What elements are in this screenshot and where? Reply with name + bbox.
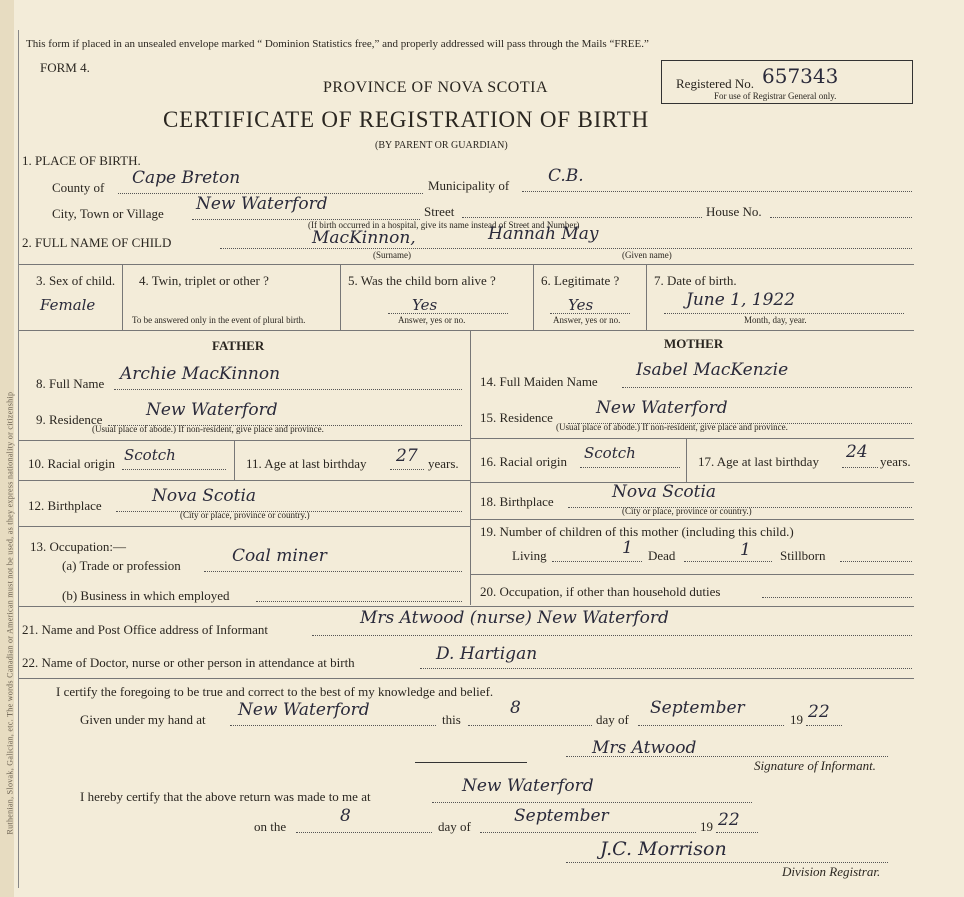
certify-text: I certify the foregoing to be true and correct to the best of my knowledge and belief. [56, 684, 494, 699]
father-age-value: 27 [396, 446, 418, 466]
legitimate-value: Yes [568, 296, 594, 314]
mother-racial-label: 16. Racial origin [480, 454, 568, 469]
sex-value: Female [40, 296, 96, 314]
margin-note: Ruthenian, Slovak, Galician, etc. The words Canadian or American must not be used, as they express nationality or citizenship [5, 391, 15, 835]
alive-label: 5. Was the child born alive ? [348, 273, 496, 288]
father-name-value: Archie MacKinnon [120, 364, 281, 384]
given-label: Given under my hand at [80, 712, 206, 727]
living-value: 1 [622, 538, 633, 558]
mother-name-label: 14. Full Maiden Name [480, 374, 598, 389]
registrar-day: 8 [340, 806, 351, 826]
given-place: New Waterford [238, 700, 370, 720]
alive-value: Yes [412, 296, 438, 314]
father-residence-value: New Waterford [146, 400, 278, 420]
dob-label: 7. Date of birth. [654, 273, 737, 288]
registered-label: Registered No. [676, 76, 754, 91]
father-residence-note: (Usual place of abode.) If non-resident, give place and province. [92, 424, 324, 434]
father-residence-label: 9. Residence [36, 412, 103, 427]
child-name-label: 2. FULL NAME OF CHILD [22, 235, 172, 250]
informant-signature-caption: Signature of Informant. [754, 758, 876, 773]
father-age-label: 11. Age at last birthday [246, 456, 367, 471]
county-value: Cape Breton [132, 168, 241, 188]
hospital-note: (If birth occurred in a hospital, give its name instead of Street and Number) [308, 220, 580, 230]
father-birthplace-note: (City or place, province or country.) [180, 510, 310, 520]
given-caption: (Given name) [622, 250, 672, 260]
informant-value: Mrs Atwood (nurse) New Waterford [360, 608, 669, 628]
father-birthplace-label: 12. Birthplace [28, 498, 102, 513]
sex-label: 3. Sex of child. [36, 273, 116, 288]
street-label: Street [424, 204, 455, 219]
informant-label: 21. Name and Post Office address of Informant [22, 622, 268, 637]
mail-notice: This form if placed in an unsealed envelope marked “ Dominion Statistics free,” and properly addressed will pass through the Mails “FREE.” [26, 38, 649, 50]
city-label: City, Town or Village [52, 206, 164, 221]
father-trade-value: Coal miner [232, 546, 327, 566]
alive-caption: Answer, yes or no. [398, 315, 466, 325]
on-the-label: on the [254, 819, 287, 834]
father-birthplace-value: Nova Scotia [152, 486, 257, 506]
surname-caption: (Surname) [373, 250, 411, 260]
father-racial-value: Scotch [124, 446, 176, 464]
place-heading: 1. PLACE OF BIRTH. [22, 153, 141, 168]
mother-age-label: 17. Age at last birthday [698, 454, 819, 469]
given-day: 8 [510, 698, 521, 718]
form-border [18, 30, 915, 888]
father-heading: FATHER [212, 338, 265, 353]
legitimate-caption: Answer, yes or no. [553, 315, 621, 325]
mother-birthplace-note: (City or place, province or country.) [622, 506, 752, 516]
mother-occupation-label: 20. Occupation, if other than household duties [480, 584, 721, 599]
mother-children-label: 19. Number of children of this mother (including this child.) [480, 524, 794, 539]
father-trade-label: (a) Trade or profession [62, 558, 181, 573]
dead-value: 1 [740, 540, 751, 560]
registrar-year: 22 [718, 810, 740, 830]
registrar-place: New Waterford [462, 776, 594, 796]
given-day-of: day of [596, 712, 629, 727]
informant-signature: Mrs Atwood [592, 738, 697, 758]
doctor-value: D. Hartigan [436, 644, 538, 664]
page-title: CERTIFICATE OF REGISTRATION OF BIRTH [163, 107, 650, 132]
left-binding-margin [0, 0, 14, 897]
father-business-label: (b) Business in which employed [62, 588, 230, 603]
child-given-name: Hannah May [488, 224, 599, 244]
registrar-caption: Division Registrar. [782, 864, 881, 879]
dob-value: June 1, 1922 [686, 290, 796, 310]
twin-note: To be answered only in the event of plural birth. [132, 315, 306, 325]
mother-birthplace-label: 18. Birthplace [480, 494, 554, 509]
dead-label: Dead [648, 548, 676, 563]
this-label: this [442, 712, 461, 727]
registrar-note: For use of Registrar General only. [714, 91, 837, 101]
registrar-signature: J.C. Morrison [600, 838, 727, 860]
mother-racial-value: Scotch [584, 444, 636, 462]
given-year: 22 [808, 702, 830, 722]
registrar-day-of: day of [438, 819, 471, 834]
child-surname: MacKinnon, [312, 228, 416, 248]
municipality-value: C.B. [548, 166, 584, 186]
county-label: County of [52, 180, 105, 195]
municipality-label: Municipality of [428, 178, 510, 193]
province-heading: PROVINCE OF NOVA SCOTIA [323, 79, 549, 96]
city-value: New Waterford [196, 194, 328, 214]
registrar-month: September [514, 806, 609, 826]
legitimate-label: 6. Legitimate ? [541, 273, 620, 288]
doctor-label: 22. Name of Doctor, nurse or other person in attendance at birth [22, 655, 355, 670]
mother-heading: MOTHER [664, 336, 724, 351]
mother-years: years. [880, 454, 911, 469]
mother-residence-label: 15. Residence [480, 410, 553, 425]
mother-age-value: 24 [846, 442, 868, 462]
father-years: years. [428, 456, 459, 471]
mother-residence-note: (Usual place of abode.) If non-resident, give place and province. [556, 422, 788, 432]
father-racial-label: 10. Racial origin [28, 456, 116, 471]
mother-birthplace-value: Nova Scotia [612, 482, 717, 502]
registrar-year-prefix: 19 [700, 819, 713, 834]
form-number: FORM 4. [40, 60, 90, 75]
father-occupation-label: 13. Occupation:— [30, 539, 127, 554]
living-label: Living [512, 548, 547, 563]
page-subtitle: (BY PARENT OR GUARDIAN) [375, 140, 508, 151]
mother-name-value: Isabel MacKenzie [636, 360, 789, 380]
twin-label: 4. Twin, triplet or other ? [139, 273, 269, 288]
mother-residence-value: New Waterford [596, 398, 728, 418]
registered-number: 657343 [762, 64, 839, 88]
father-name-label: 8. Full Name [36, 376, 105, 391]
house-label: House No. [706, 204, 762, 219]
given-year-prefix: 19 [790, 712, 803, 727]
given-month: September [650, 698, 745, 718]
registrar-text: I hereby certify that the above return was made to me at [80, 789, 371, 804]
stillborn-label: Stillborn [780, 548, 826, 563]
dob-caption: Month, day, year. [744, 315, 807, 325]
